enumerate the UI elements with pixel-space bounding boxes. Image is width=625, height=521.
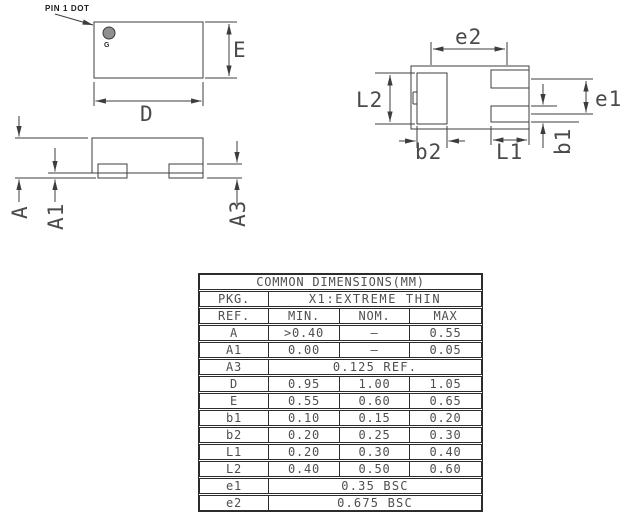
table-row-e2	[199, 495, 482, 511]
nom-cell: 1.00	[340, 377, 410, 391]
table-row-D	[199, 376, 482, 392]
dim-A3-lines	[207, 164, 242, 178]
max-cell: 0.40	[429, 445, 462, 459]
table-row-L1	[199, 444, 482, 460]
table-row-A	[199, 325, 482, 341]
dim-label-L1: L1	[496, 140, 524, 164]
nom-cell: 0.30	[340, 445, 410, 459]
max-cell: 0.20	[429, 411, 462, 425]
nom-cell: 0.50	[340, 462, 410, 476]
ref-cell: E	[200, 394, 269, 408]
dim-label-L2: L2	[356, 88, 384, 112]
min-cell: 0.00	[269, 343, 340, 357]
terminal-left	[98, 164, 127, 178]
pad-large-left	[417, 73, 447, 124]
package-outline-bottom	[411, 66, 529, 129]
max-cell: 0.65	[429, 394, 462, 408]
header-max: MAX	[433, 309, 458, 323]
ref-cell: A	[200, 326, 269, 340]
dim-label-D: D	[140, 102, 154, 126]
ref-cell: L1	[200, 445, 269, 459]
dim-e1-b1-lines	[531, 79, 593, 122]
header-min: MIN.	[269, 309, 340, 323]
dim-label-A: A	[8, 205, 32, 219]
nom-cell: 0.25	[340, 428, 410, 442]
pin1-mark-g: G	[104, 42, 110, 49]
pkg-label: PKG.	[200, 292, 269, 306]
dim-label-E: E	[233, 38, 247, 62]
table-row-title	[199, 274, 482, 290]
dim-label-e1: e1	[595, 87, 623, 111]
min-cell: 0.10	[269, 411, 340, 425]
ref-cell: e1	[200, 479, 269, 493]
pin1-dot-label: PIN 1 DOT	[45, 4, 90, 13]
header-nom: NOM.	[340, 309, 410, 323]
nom-cell: –	[340, 343, 410, 357]
table-row-E	[199, 393, 482, 409]
ref-cell: L2	[200, 462, 269, 476]
dim-label-b2: b2	[415, 140, 443, 164]
pad-right-lower	[491, 106, 529, 122]
terminal-right	[169, 164, 203, 178]
pin1-dot-marker	[103, 27, 115, 39]
table-row-header	[199, 308, 482, 324]
table-title: COMMON DIMENSIONS(MM)	[256, 275, 425, 289]
min-cell: 0.95	[269, 377, 340, 391]
min-cell: >0.40	[269, 326, 340, 340]
table-row-b2	[199, 427, 482, 443]
min-cell: 0.55	[269, 394, 340, 408]
dim-label-b1: b1	[551, 127, 575, 155]
max-cell: 0.05	[429, 343, 462, 357]
table-row-A1	[199, 342, 482, 358]
side-view	[8, 116, 250, 230]
span-cell: 0.675 BSC	[337, 496, 413, 510]
min-cell: 0.20	[269, 428, 340, 442]
dim-label-A1: A1	[44, 202, 68, 230]
max-cell: 1.05	[429, 377, 462, 391]
bottom-view	[356, 25, 622, 164]
ref-cell: A3	[200, 360, 269, 374]
span-cell: 0.35 BSC	[341, 479, 409, 493]
ref-cell: b2	[200, 428, 269, 442]
table-row-e1	[199, 478, 482, 494]
span-cell: 0.125 REF.	[332, 360, 418, 374]
nom-cell: –	[340, 326, 410, 340]
dimensions-table	[198, 273, 483, 512]
table-row-pkg	[199, 291, 482, 307]
pad-left-notch	[413, 92, 417, 104]
pad-right-upper	[491, 70, 529, 88]
nom-cell: 0.15	[340, 411, 410, 425]
package-body-side	[92, 138, 203, 173]
max-cell: 0.60	[429, 462, 462, 476]
table-row-A3	[199, 359, 482, 375]
ref-cell: e2	[200, 496, 269, 510]
nom-cell: 0.60	[340, 394, 410, 408]
pin1-leader-arrow	[55, 14, 93, 25]
dim-label-e2: e2	[455, 25, 483, 49]
max-cell: 0.30	[429, 428, 462, 442]
max-cell: 0.55	[429, 326, 462, 340]
pkg-value: X1:EXTREME THIN	[308, 292, 442, 306]
min-cell: 0.40	[269, 462, 340, 476]
top-view	[45, 4, 247, 126]
ref-cell: b1	[200, 411, 269, 425]
ref-cell: D	[200, 377, 269, 391]
ref-cell: A1	[200, 343, 269, 357]
min-cell: 0.20	[269, 445, 340, 459]
table-row-b1	[199, 410, 482, 426]
dim-label-A3: A3	[226, 199, 250, 227]
header-ref: REF.	[200, 309, 269, 323]
table-row-L2	[199, 461, 482, 477]
